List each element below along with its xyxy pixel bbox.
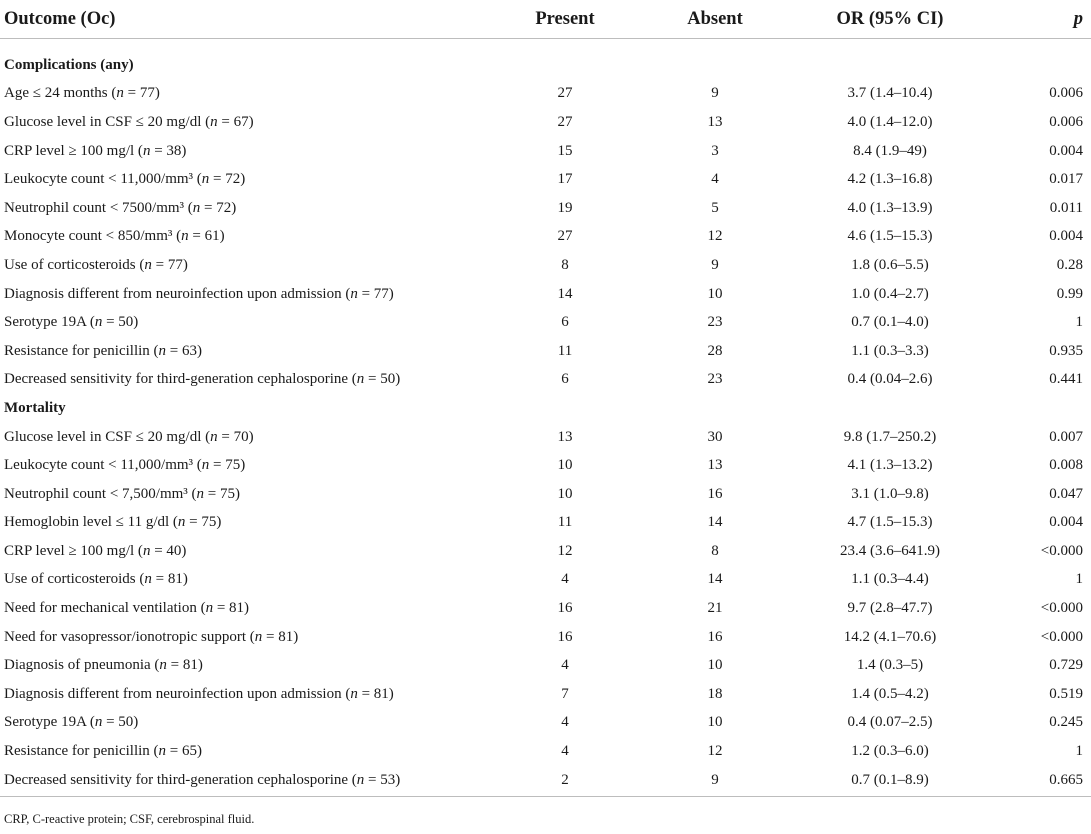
table-row	[0, 451, 1091, 480]
absent-count: 12	[707, 228, 723, 245]
row-label: Use of corticosteroids (n = 81)	[4, 571, 188, 588]
row-label: Decreased sensitivity for third-generation cephalosporine (n = 50)	[4, 371, 401, 388]
row-label: Leukocyte count < 11,000/mm³ (n = 75)	[4, 457, 246, 474]
odds-ratio: 9.8 (1.7–250.2)	[843, 428, 937, 445]
present-count: 6	[561, 371, 569, 388]
absent-count: 16	[707, 628, 723, 645]
present-count: 8	[561, 256, 569, 273]
p-value: 0.017	[1049, 171, 1083, 188]
p-value: 0.004	[1049, 514, 1083, 531]
header-outcome: Outcome (Oc)	[0, 0, 490, 39]
absent-count: 14	[707, 514, 723, 531]
p-value: <0.000	[1040, 600, 1083, 617]
table-row	[0, 194, 1091, 223]
present-count: 16	[557, 628, 573, 645]
table-row	[0, 423, 1091, 452]
table-row	[0, 308, 1091, 337]
p-value: 1	[1075, 314, 1083, 331]
table-row	[0, 709, 1091, 738]
odds-ratio: 0.7 (0.1–4.0)	[851, 314, 929, 331]
p-value: 0.28	[1056, 256, 1083, 273]
table-header	[0, 0, 1091, 39]
table-row	[0, 623, 1091, 652]
table-row	[0, 366, 1091, 395]
absent-count: 12	[707, 743, 723, 760]
present-count: 4	[561, 714, 569, 731]
absent-count: 10	[707, 657, 723, 674]
odds-ratio: 4.1 (1.3–13.2)	[847, 457, 933, 474]
table-row	[0, 651, 1091, 680]
table-row	[0, 680, 1091, 709]
row-label: Leukocyte count < 11,000/mm³ (n = 72)	[4, 171, 246, 188]
row-label: Diagnosis different from neuroinfection upon admission (n = 81)	[4, 685, 394, 702]
table-row	[0, 251, 1091, 280]
odds-ratio: 9.7 (2.8–47.7)	[847, 600, 933, 617]
absent-count: 13	[707, 113, 723, 130]
row-label: Age ≤ 24 months (n = 77)	[4, 85, 160, 102]
odds-ratio: 4.0 (1.4–12.0)	[847, 113, 933, 130]
odds-ratio: 0.4 (0.04–2.6)	[847, 371, 933, 388]
present-count: 27	[557, 228, 573, 245]
absent-count: 3	[711, 142, 719, 159]
section-title: Complications (any)	[4, 56, 134, 73]
present-count: 2	[490, 766, 640, 797]
table-row	[0, 537, 1091, 566]
row-label: CRP level ≥ 100 mg/l (n = 38)	[4, 142, 187, 159]
row-label: Decreased sensitivity for third-generation cephalosporine (n = 53)	[0, 766, 490, 797]
present-count: 6	[561, 314, 569, 331]
row-label: Need for vasopressor/ionotropic support (n = 81)	[4, 628, 299, 645]
absent-count: 21	[707, 600, 723, 617]
absent-count: 30	[707, 428, 723, 445]
present-count: 12	[557, 542, 573, 559]
present-count: 16	[557, 600, 573, 617]
odds-ratio: 4.0 (1.3–13.9)	[847, 199, 933, 216]
odds-ratio: 1.4 (0.5–4.2)	[851, 685, 929, 702]
odds-ratio: 0.4 (0.07–2.5)	[847, 714, 933, 731]
p-value: 0.245	[1049, 714, 1083, 731]
absent-count: 16	[707, 485, 723, 502]
p-value: 0.519	[1049, 685, 1083, 702]
absent-count: 28	[707, 342, 723, 359]
table-row	[0, 223, 1091, 252]
table-row	[0, 108, 1091, 137]
odds-ratio: 1.1 (0.3–4.4)	[851, 571, 929, 588]
odds-ratio: 8.4 (1.9–49)	[853, 142, 927, 159]
odds-ratio: 1.2 (0.3–6.0)	[851, 743, 929, 760]
absent-count: 23	[707, 371, 723, 388]
table-row	[0, 566, 1091, 595]
p-value: 1	[1075, 743, 1083, 760]
present-count: 10	[557, 457, 573, 474]
p-value: 0.441	[1049, 371, 1083, 388]
table-footnote: CRP, C-reactive protein; CSF, cerebrospinal fluid.	[4, 812, 255, 826]
present-count: 27	[557, 113, 573, 130]
absent-count: 10	[707, 714, 723, 731]
header-or: OR (95% CI)	[790, 0, 990, 39]
absent-count: 9	[711, 85, 719, 102]
table-row	[0, 337, 1091, 366]
header-absent: Absent	[640, 0, 790, 39]
present-count: 11	[557, 514, 573, 531]
absent-count: 18	[707, 685, 723, 702]
p-value: 0.006	[1049, 85, 1083, 102]
odds-ratio: 14.2 (4.1–70.6)	[843, 628, 937, 645]
absent-count: 5	[711, 199, 719, 216]
absent-count: 10	[707, 285, 723, 302]
row-label: Use of corticosteroids (n = 77)	[4, 256, 188, 273]
row-label: Neutrophil count < 7500/mm³ (n = 72)	[4, 199, 237, 216]
present-count: 11	[557, 342, 573, 359]
section-title: Mortality	[4, 399, 66, 416]
odds-ratio: 1.0 (0.4–2.7)	[851, 285, 929, 302]
odds-ratio: 1.1 (0.3–3.3)	[851, 342, 929, 359]
table-row	[0, 80, 1091, 109]
p-value: 0.004	[1049, 228, 1083, 245]
present-count: 13	[557, 428, 573, 445]
p-value: 0.006	[1049, 113, 1083, 130]
p-value: 0.99	[1056, 285, 1083, 302]
row-label: Monocyte count < 850/mm³ (n = 61)	[4, 228, 225, 245]
absent-count: 4	[711, 171, 719, 188]
p-value: 0.047	[1049, 485, 1083, 502]
p-value: <0.000	[1040, 628, 1083, 645]
header-p: p	[990, 0, 1091, 39]
present-count: 7	[561, 685, 569, 702]
p-value: 0.935	[1049, 342, 1083, 359]
row-label: Neutrophil count < 7,500/mm³ (n = 75)	[4, 485, 240, 502]
p-value: 0.729	[1049, 657, 1083, 674]
present-count: 4	[561, 657, 569, 674]
odds-ratio: 1.4 (0.3–5)	[856, 657, 924, 674]
absent-count: 9	[640, 766, 790, 797]
row-label: Resistance for penicillin (n = 63)	[4, 342, 203, 359]
odds-ratio: 3.7 (1.4–10.4)	[847, 85, 933, 102]
header-present: Present	[490, 0, 640, 39]
table-row	[0, 137, 1091, 166]
absent-count: 13	[707, 457, 723, 474]
row-label: Diagnosis different from neuroinfection upon admission (n = 77)	[4, 285, 394, 302]
absent-count: 23	[707, 314, 723, 331]
table-row	[0, 766, 1091, 797]
table-row	[0, 594, 1091, 623]
odds-ratio: 3.1 (1.0–9.8)	[851, 485, 929, 502]
table-row	[0, 480, 1091, 509]
odds-ratio: 4.7 (1.5–15.3)	[847, 514, 933, 531]
odds-ratio: 0.7 (0.1–8.9)	[790, 766, 990, 797]
row-label: Need for mechanical ventilation (n = 81)	[4, 600, 250, 617]
table-row	[0, 165, 1091, 194]
table-body	[0, 39, 1091, 797]
row-label: Serotype 19A (n = 50)	[4, 314, 139, 331]
p-value: 0.007	[1049, 428, 1083, 445]
section-heading-row	[0, 394, 1091, 423]
row-label: Glucose level in CSF ≤ 20 mg/dl (n = 70)	[4, 428, 254, 445]
present-count: 4	[561, 743, 569, 760]
row-label: Diagnosis of pneumonia (n = 81)	[4, 657, 203, 674]
present-count: 14	[557, 285, 573, 302]
p-value: <0.000	[1040, 542, 1083, 559]
section-heading-row	[0, 51, 1091, 80]
odds-ratio: 23.4 (3.6–641.9)	[840, 542, 940, 559]
absent-count: 8	[711, 542, 719, 559]
present-count: 4	[561, 571, 569, 588]
table-row	[0, 737, 1091, 766]
row-label: Glucose level in CSF ≤ 20 mg/dl (n = 67)	[4, 113, 254, 130]
p-value: 0.008	[1049, 457, 1083, 474]
present-count: 10	[557, 485, 573, 502]
row-label: Serotype 19A (n = 50)	[4, 714, 139, 731]
p-value: 1	[1075, 571, 1083, 588]
table-row	[0, 280, 1091, 309]
row-label: Resistance for penicillin (n = 65)	[4, 743, 203, 760]
row-label: CRP level ≥ 100 mg/l (n = 40)	[4, 542, 187, 559]
table-row	[0, 509, 1091, 538]
absent-count: 9	[711, 256, 719, 273]
present-count: 27	[557, 85, 573, 102]
present-count: 15	[557, 142, 573, 159]
odds-ratio: 4.6 (1.5–15.3)	[847, 228, 933, 245]
p-value: 0.011	[1049, 199, 1083, 216]
absent-count: 14	[707, 571, 723, 588]
present-count: 17	[557, 171, 573, 188]
p-value: 0.665	[990, 766, 1091, 797]
row-label: Hemoglobin level ≤ 11 g/dl (n = 75)	[4, 514, 222, 531]
odds-ratio: 1.8 (0.6–5.5)	[851, 256, 929, 273]
present-count: 19	[557, 199, 573, 216]
p-value: 0.004	[1049, 142, 1083, 159]
odds-ratio: 4.2 (1.3–16.8)	[847, 171, 933, 188]
